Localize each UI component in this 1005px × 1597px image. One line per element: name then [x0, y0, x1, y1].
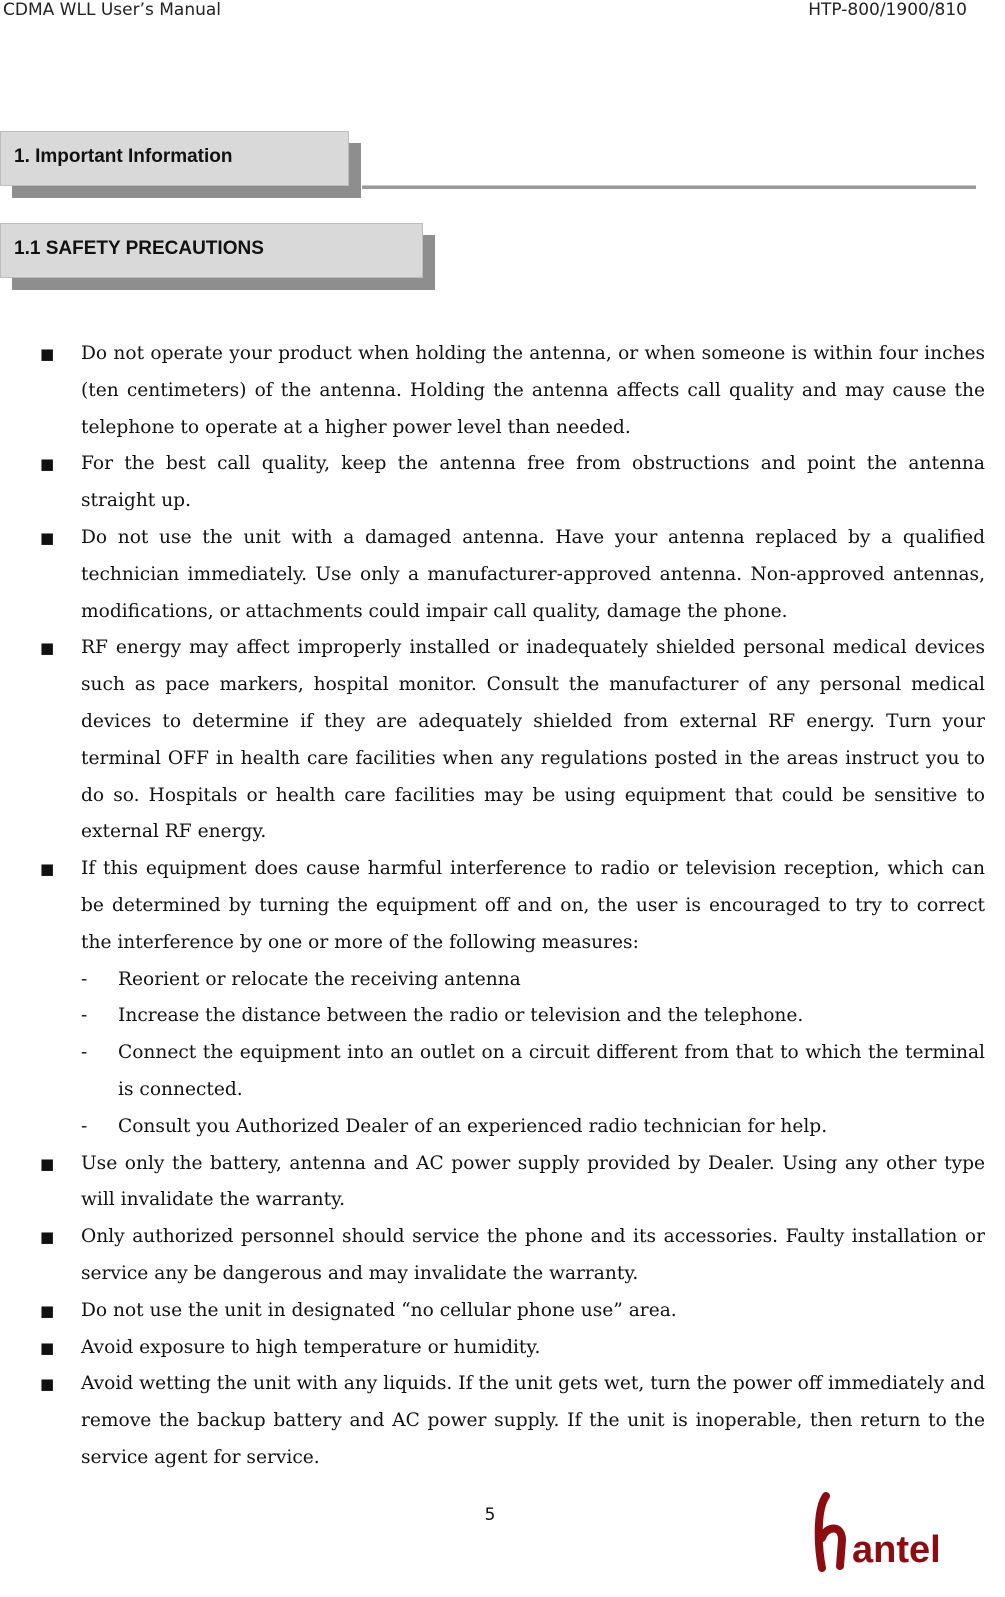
measure-item	[81, 962, 985, 999]
measure-item	[81, 998, 985, 1035]
list-item	[40, 446, 985, 520]
list-item	[40, 1330, 985, 1367]
bullet-icon: ■	[40, 1154, 55, 1173]
section-title: 1. Important Information	[14, 146, 233, 167]
bullet-icon: ■	[40, 345, 55, 363]
measure-text: Connect the equipment into an outlet on a circuit different from that to which the terminal is connected.	[118, 1042, 985, 1100]
bullet-icon: ■	[40, 860, 55, 879]
bullet-icon: ■	[40, 639, 55, 658]
list-item	[40, 520, 985, 630]
list-item-text: RF energy may affect improperly installed or inadequately shielded personal medical devices such as pace markers, hospital monitor. Consult the manufacturer of any personal medical devices to determine if they are adequately shielded from external RF energy. Turn your terminal OFF in health care facilities when any regulations posted in the areas instruct you to do so. Hospitals or health care facilities may be using equipment that could be sensitive to external RF energy.	[81, 637, 985, 843]
page-number: 5	[484, 1505, 496, 1525]
subsection-title: 1.1 SAFETY PRECAUTIONS	[14, 238, 264, 259]
list-item-text: Avoid wetting the unit with any liquids. If the unit gets wet, turn the power off immediately and remove the backup battery and AC power supply. If the unit is inoperable, then return to the service agent for service.	[81, 1373, 985, 1468]
running-header-model: HTP-800/1900/810	[808, 0, 967, 20]
dash-icon: -	[81, 968, 88, 990]
list-item-text: Use only the battery, antenna and AC power supply provided by Dealer. Using any other type will invalidate the warranty.	[81, 1152, 985, 1211]
list-item-text: Only authorized personnel should service the phone and its accessories. Faulty installation or service any be dangerous and may invalidate the warranty.	[81, 1226, 985, 1284]
list-item-text: Do not use the unit in designated “no cellular phone use” area.	[81, 1299, 677, 1321]
bullet-icon: ■	[40, 1375, 55, 1394]
measure-item	[81, 1035, 985, 1109]
bullet-icon: ■	[40, 1338, 55, 1357]
measure-item	[81, 1109, 985, 1146]
list-item-text: Do not use the unit with a damaged antenna. Have your antenna replaced by a qualified technician immediately. Use only a manufacturer-approved antenna. Non-approved antennas, modifications, or attachments could impair call quality, damage the phone.	[81, 526, 985, 622]
bullet-icon: ■	[40, 1228, 55, 1247]
list-item	[40, 1219, 985, 1293]
list-item-text: Do not operate your product when holding the antenna, or when someone is within four inches (ten centimeters) of the antenna. Holding the antenna affects call quality and may cause the telephone to operate at a higher power level than needed.	[81, 343, 985, 438]
dash-icon: -	[81, 1005, 88, 1027]
subsection-tab	[0, 223, 436, 291]
dash-icon: -	[81, 1042, 88, 1064]
measure-text: Consult you Authorized Dealer of an experienced radio technician for help.	[118, 1115, 828, 1137]
list-item-text: For the best call quality, keep the antenna free from obstructions and point the antenna straight up.	[81, 453, 985, 512]
section-divider	[362, 185, 976, 189]
bullet-icon: ■	[40, 1301, 55, 1320]
list-item	[40, 851, 985, 961]
svg-text:antel: antel	[852, 1529, 941, 1571]
safety-list	[0, 336, 1005, 1477]
hantel-logo	[812, 1488, 992, 1574]
dash-icon: -	[81, 1115, 88, 1137]
list-item	[40, 1146, 985, 1220]
list-item-text: Avoid exposure to high temperature or humidity.	[81, 1336, 541, 1358]
measure-text: Reorient or relocate the receiving antenna	[118, 968, 521, 990]
bullet-icon: ■	[40, 455, 55, 474]
list-item-text: If this equipment does cause harmful interference to radio or television reception, which can be determined by turning the equipment off and on, the user is encouraged to try to correct the interference by one or more of the following measures:	[81, 858, 985, 953]
list-item	[40, 1366, 985, 1476]
bullet-icon: ■	[40, 528, 55, 547]
list-item	[40, 1293, 985, 1330]
measure-text: Increase the distance between the radio or television and the telephone.	[118, 1005, 804, 1027]
section-tab	[0, 131, 362, 199]
list-item	[40, 336, 985, 446]
list-item	[40, 630, 985, 851]
running-header-title: CDMA WLL User’s Manual	[3, 0, 222, 20]
